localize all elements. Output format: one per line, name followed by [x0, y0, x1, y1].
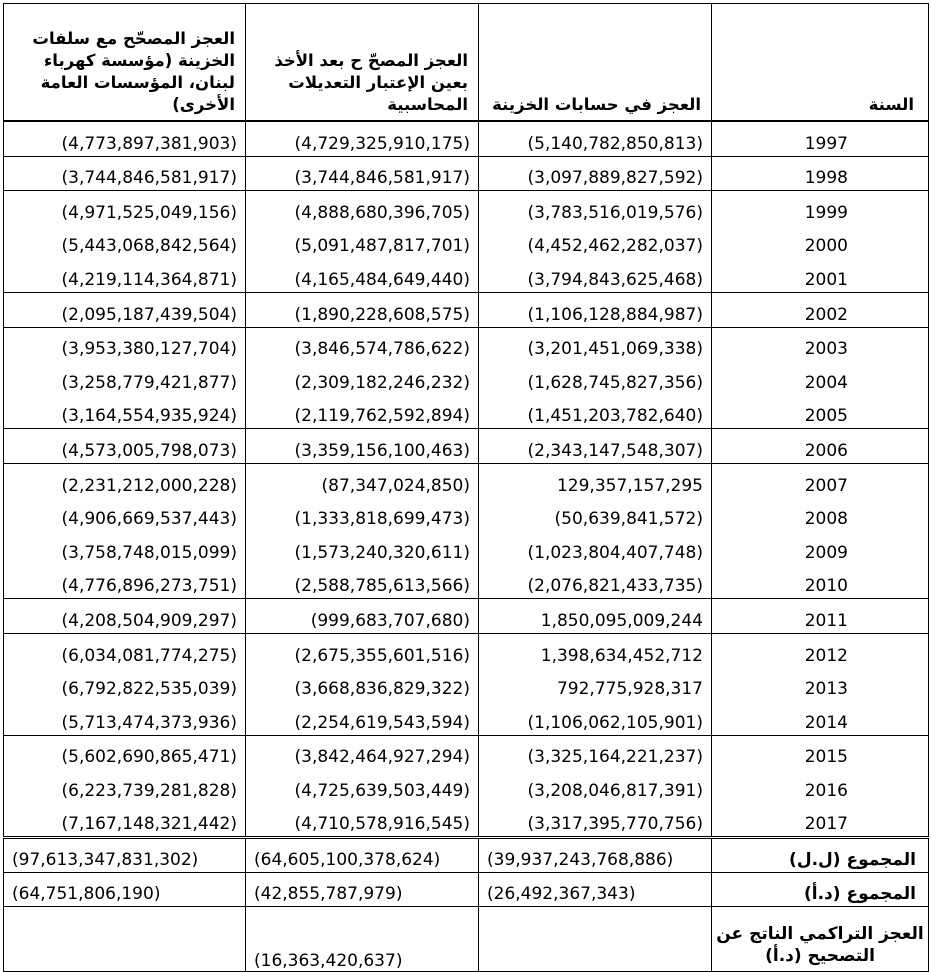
cell-treasury: (1,023,804,407,748)	[479, 531, 712, 565]
header-corrected-with-advances: العجز المصحّح مع سلفات الخزينة (مؤسسة كهرباء لبنان، المؤسسات العامة الأخرى)	[4, 4, 246, 122]
table-row	[4, 803, 929, 838]
cell-advances: (3,164,554,935,924)	[4, 395, 246, 429]
cell-treasury: (2,343,147,548,307)	[479, 429, 712, 464]
cell-treasury: (50,639,841,572)	[479, 498, 712, 532]
cell-year: 1999	[712, 191, 929, 225]
table-row	[4, 191, 929, 225]
cell-year: 2002	[712, 292, 929, 327]
cell-adjusted: (1,333,818,699,473)	[246, 498, 479, 532]
cell-treasury: 129,357,157,295	[479, 463, 712, 497]
total-lbp-label: المجموع (ل.ل)	[712, 838, 929, 873]
cell-year: 2015	[712, 735, 929, 769]
cell-treasury: (3,097,889,827,592)	[479, 156, 712, 191]
table-row	[4, 258, 929, 292]
cell-year: 2016	[712, 769, 929, 803]
cell-treasury: (3,317,395,770,756)	[479, 803, 712, 838]
cell-year: 2006	[712, 429, 929, 464]
total-lbp-advances: (97,613,347,831,302)	[4, 838, 246, 873]
cell-advances: (4,573,005,798,073)	[4, 429, 246, 464]
cell-year: 2008	[712, 498, 929, 532]
cell-advances: (4,208,504,909,297)	[4, 599, 246, 634]
total-usd-label: المجموع (د.أ)	[712, 873, 929, 907]
cell-advances: (5,443,068,842,564)	[4, 225, 246, 259]
cell-treasury: (3,208,046,817,391)	[479, 769, 712, 803]
cell-adjusted: (3,842,464,927,294)	[246, 735, 479, 769]
cell-treasury: (3,794,843,625,468)	[479, 258, 712, 292]
cell-treasury: (1,106,062,105,901)	[479, 701, 712, 735]
table-row	[4, 735, 929, 769]
cell-year: 1997	[712, 121, 929, 156]
table-row	[4, 361, 929, 395]
cumulative-value: (16,363,420,637)	[246, 907, 479, 972]
header-treasury-deficit: العجز في حسابات الخزينة	[479, 4, 712, 122]
cell-advances: (4,906,669,537,443)	[4, 498, 246, 532]
cell-year: 2004	[712, 361, 929, 395]
total-lbp-treasury: (39,937,243,768,886)	[479, 838, 712, 873]
header-corrected-after-adjustments: العجز المصحّ ح بعد الأخذ بعين الإعتبار التعديلات المحاسبية	[246, 4, 479, 122]
header-row	[4, 4, 929, 122]
cell-year: 2005	[712, 395, 929, 429]
cell-treasury: (1,106,128,884,987)	[479, 292, 712, 327]
cell-adjusted: (3,744,846,581,917)	[246, 156, 479, 191]
table-row	[4, 599, 929, 634]
cell-advances: (2,095,187,439,504)	[4, 292, 246, 327]
total-lbp-adjusted: (64,605,100,378,624)	[246, 838, 479, 873]
cell-advances: (4,219,114,364,871)	[4, 258, 246, 292]
total-usd-adjusted: (42,855,787,979)	[246, 873, 479, 907]
cell-treasury: (4,452,462,282,037)	[479, 225, 712, 259]
cell-adjusted: (3,846,574,786,622)	[246, 327, 479, 361]
cell-year: 2007	[712, 463, 929, 497]
cell-advances: (7,167,148,321,442)	[4, 803, 246, 838]
cell-advances: (4,773,897,381,903)	[4, 121, 246, 156]
cell-adjusted: (2,675,355,601,516)	[246, 633, 479, 667]
total-lbp-row	[4, 838, 929, 873]
cell-treasury: (3,783,516,019,576)	[479, 191, 712, 225]
table-row	[4, 429, 929, 464]
cell-year: 2012	[712, 633, 929, 667]
cell-adjusted: (4,725,639,503,449)	[246, 769, 479, 803]
cell-advances: (3,258,779,421,877)	[4, 361, 246, 395]
table-row	[4, 769, 929, 803]
table-row	[4, 498, 929, 532]
cell-adjusted: (5,091,487,817,701)	[246, 225, 479, 259]
cell-adjusted: (1,573,240,320,611)	[246, 531, 479, 565]
header-year: السنة	[712, 4, 929, 122]
cell-year: 2010	[712, 565, 929, 599]
cell-year: 2001	[712, 258, 929, 292]
cell-treasury: 1,850,095,009,244	[479, 599, 712, 634]
cell-adjusted: (3,668,836,829,322)	[246, 668, 479, 702]
cell-treasury: (5,140,782,850,813)	[479, 121, 712, 156]
cell-advances: (4,971,525,049,156)	[4, 191, 246, 225]
cell-year: 2014	[712, 701, 929, 735]
table-row	[4, 463, 929, 497]
total-usd-treasury: (26,492,367,343)	[479, 873, 712, 907]
table-row	[4, 121, 929, 156]
cell-adjusted: (87,347,024,850)	[246, 463, 479, 497]
table-row	[4, 395, 929, 429]
cell-advances: (6,034,081,774,275)	[4, 633, 246, 667]
cell-year: 2011	[712, 599, 929, 634]
cell-advances: (3,744,846,581,917)	[4, 156, 246, 191]
table-row	[4, 156, 929, 191]
cell-advances: (4,776,896,273,751)	[4, 565, 246, 599]
cell-adjusted: (2,254,619,543,594)	[246, 701, 479, 735]
table-row	[4, 633, 929, 667]
cell-adjusted: (2,119,762,592,894)	[246, 395, 479, 429]
cell-year: 2013	[712, 668, 929, 702]
cell-adjusted: (2,309,182,246,232)	[246, 361, 479, 395]
table-row	[4, 292, 929, 327]
cell-adjusted: (1,890,228,608,575)	[246, 292, 479, 327]
cell-advances: (6,792,822,535,039)	[4, 668, 246, 702]
cell-adjusted: (4,888,680,396,705)	[246, 191, 479, 225]
cell-adjusted: (4,729,325,910,175)	[246, 121, 479, 156]
table-row	[4, 327, 929, 361]
cell-adjusted: (999,683,707,680)	[246, 599, 479, 634]
table-row	[4, 531, 929, 565]
cell-year: 2000	[712, 225, 929, 259]
cell-treasury: 792,775,928,317	[479, 668, 712, 702]
table-row	[4, 225, 929, 259]
cell-treasury: (2,076,821,433,735)	[479, 565, 712, 599]
cell-treasury: 1,398,634,452,712	[479, 633, 712, 667]
cell-adjusted: (4,710,578,916,545)	[246, 803, 479, 838]
cell-year: 2003	[712, 327, 929, 361]
total-usd-advances: (64,751,806,190)	[4, 873, 246, 907]
cell-treasury: (3,201,451,069,338)	[479, 327, 712, 361]
table-row	[4, 701, 929, 735]
deficit-table	[3, 3, 929, 972]
cell-adjusted: (3,359,156,100,463)	[246, 429, 479, 464]
cell-treasury: (3,325,164,221,237)	[479, 735, 712, 769]
cell-year: 1998	[712, 156, 929, 191]
cell-advances: (5,713,474,373,936)	[4, 701, 246, 735]
cell-year: 2017	[712, 803, 929, 838]
table-row	[4, 565, 929, 599]
cell-advances: (2,231,212,000,228)	[4, 463, 246, 497]
cell-year: 2009	[712, 531, 929, 565]
cumulative-label: العجز التراكمي الناتج عن التصحيح (د.أ)	[712, 907, 929, 972]
cell-adjusted: (2,588,785,613,566)	[246, 565, 479, 599]
cell-treasury: (1,628,745,827,356)	[479, 361, 712, 395]
table-row	[4, 668, 929, 702]
cell-adjusted: (4,165,484,649,440)	[246, 258, 479, 292]
total-usd-row	[4, 873, 929, 907]
cell-advances: (3,953,380,127,704)	[4, 327, 246, 361]
cell-advances: (5,602,690,865,471)	[4, 735, 246, 769]
cell-advances: (3,758,748,015,099)	[4, 531, 246, 565]
cell-treasury: (1,451,203,782,640)	[479, 395, 712, 429]
cell-advances: (6,223,739,281,828)	[4, 769, 246, 803]
